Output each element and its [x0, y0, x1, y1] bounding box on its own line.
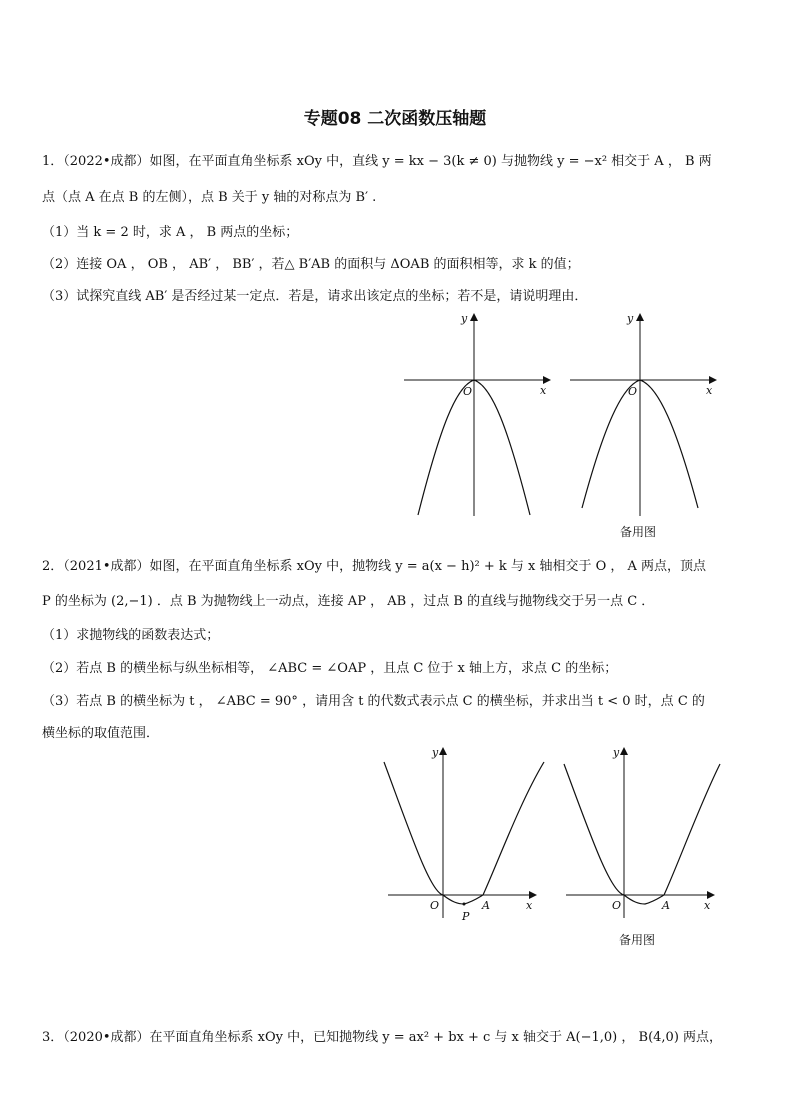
- x-label: x: [540, 384, 547, 397]
- origin-label: O: [463, 385, 473, 398]
- problem-2-part-1: （1）求抛物线的函数表达式；: [42, 628, 220, 643]
- problem-1-part-1: （1）当 k = 2 时，求 A ， B 两点的坐标；: [42, 225, 299, 240]
- y-label: y: [461, 312, 468, 325]
- x-label: x: [704, 899, 711, 912]
- origin-label: O: [612, 899, 622, 912]
- page-title: 专题08 二次函数压轴题: [303, 109, 487, 129]
- point-a-label: A: [662, 899, 670, 912]
- origin-label: O: [430, 899, 440, 912]
- problem-1-spare-figure: [566, 308, 726, 518]
- y-label: y: [432, 746, 439, 759]
- y-label: y: [613, 746, 620, 759]
- parabola-curve: [384, 762, 544, 904]
- problem-1-part-3: （3）试探究直线 AB′ 是否经过某一定点．若是，请求出该定点的坐标；若不是，请说明理由．: [42, 289, 588, 304]
- problem-2-part-3-cont: 横坐标的取值范围．: [42, 726, 160, 741]
- origin-label: O: [628, 385, 638, 398]
- x-label: x: [526, 899, 533, 912]
- problem-2-spare-caption: 备用图: [619, 933, 656, 947]
- problem-1-figure: [400, 308, 560, 518]
- problem-2-part-2: （2）若点 B 的横坐标与纵坐标相等， ∠ABC = ∠OAP ，且点 C 位于 x 轴上方，求点 C 的坐标；: [42, 661, 618, 676]
- problem-3-line-1: 3．（2020•成都）在平面直角坐标系 xOy 中，已知抛物线 y = ax² + bx + c 与 x 轴交于 A(−1,0) ， B(4,0) 两点，: [42, 1030, 723, 1045]
- point-p-label: P: [462, 910, 470, 922]
- x-label: x: [706, 384, 713, 397]
- parabola-curve: [564, 764, 720, 904]
- problem-1-line-1: 1．（2022•成都）如图，在平面直角坐标系 xOy 中，直线 y = kx − 3(k ≠ 0) 与抛物线 y = −x² 相交于 A ， B 两: [42, 154, 712, 169]
- problem-1-line-2: 点（点 A 在点 B 的左侧），点 B 关于 y 轴的对称点为 B′ .: [42, 190, 377, 205]
- problem-2-line-1: 2．（2021•成都）如图，在平面直角坐标系 xOy 中，抛物线 y = a(x − h)² + k 与 x 轴相交于 O ， A 两点，顶点: [42, 559, 707, 574]
- problem-2-line-2: P 的坐标为 (2,−1) ．点 B 为抛物线上一动点，连接 AP ， AB ，过点 B 的直线与抛物线交于另一点 C ．: [42, 594, 655, 609]
- problem-2-part-3: （3）若点 B 的横坐标为 t ， ∠ABC = 90° ，请用含 t 的代数式表示点 C 的横坐标，并求出当 t < 0 时，点 C 的: [42, 694, 705, 709]
- problem-1-part-2: （2）连接 OA ， OB ， AB′ ， BB′ ，若△ B′AB 的面积与 ΔOAB 的面积相等，求 k 的值；: [42, 257, 580, 272]
- y-label: y: [627, 312, 634, 325]
- vertex-point: [463, 903, 466, 906]
- point-a-label: A: [482, 899, 490, 912]
- problem-2-figure: [380, 742, 550, 922]
- problem-2-spare-figure: [558, 742, 728, 922]
- problem-1-spare-caption: 备用图: [620, 525, 657, 539]
